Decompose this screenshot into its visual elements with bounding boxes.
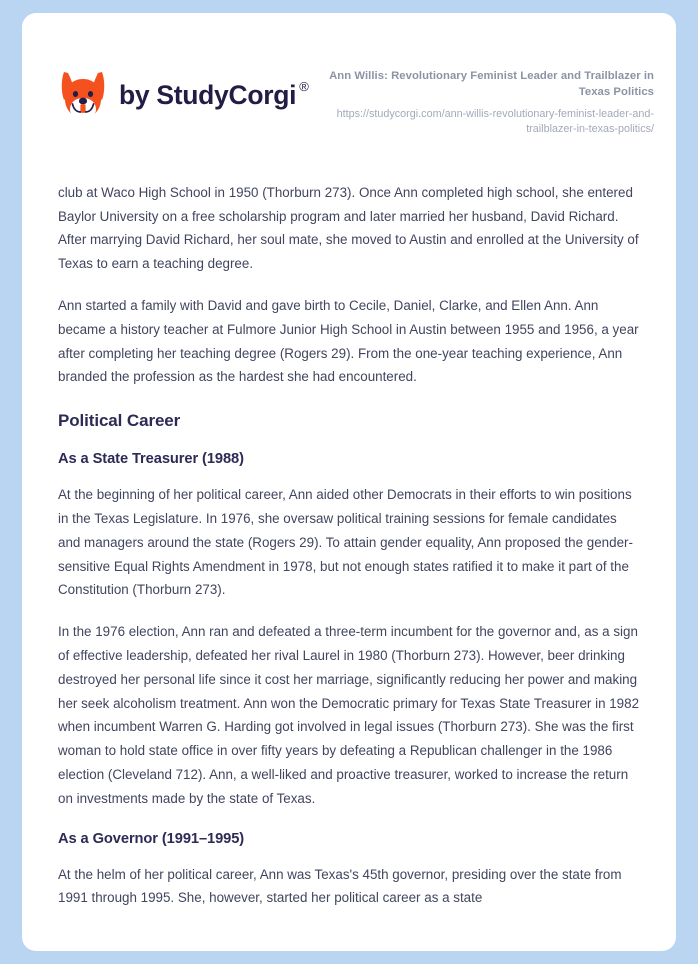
document-body xyxy=(22,181,676,910)
studycorgi-brand[interactable] xyxy=(60,61,308,120)
paragraph-governorship: At the helm of her political career, Ann was Texas's 45th governor, presiding over the state from 1991 through 1995. She, however, started her political career as a state xyxy=(58,866,622,906)
paragraph-elections: In the 1976 election, Ann ran and defeated a three-term incumbent for the governor and, as a sign of effective leadership, defeated her rival Laurel in 1980 (Thorburn 273). However, beer drinking destroyed her personal life since it cost her marriage, significantly reducing her power and making her seek alcoholism treatment. Ann won the Democratic primary for Texas State Treasurer in 1982 when incumbent Warren G. Harding got involved in legal issues (Thorburn 273). She was the first woman to hold state office in over fifty years by defeating a Republican challenger in the 1986 election (Cleveland 712). Ann, a well-liked and proactive treasurer, worked to increase the return on investments made by the state of Texas. xyxy=(58,624,640,806)
paragraph-early-political-career: At the beginning of her political career, Ann aided other Democrats in their efforts to win positions in the Texas Legislature. In 1976, she oversaw political training sessions for female candidates and managers around the state (Rogers 29). To attain gender equality, Ann proposed the gender-sensitive Equal Rights Amendment in 1978, but not enough states ratified it to make it part of the Constitution (Thorburn 273). xyxy=(58,487,633,598)
corgi-face-icon xyxy=(60,70,106,120)
document-title: Ann Willis: Revolutionary Feminist Leader and Trailblazer in Texas Politics xyxy=(329,70,654,98)
registered-trademark-icon: ® xyxy=(299,78,309,94)
document-page-card xyxy=(22,13,676,951)
heading-governor: As a Governor (1991–1995) xyxy=(58,830,245,847)
brand-wordmark-text: by StudyCorgi xyxy=(119,79,297,110)
paragraph-education: club at Waco High School in 1950 (Thorburn 273). Once Ann completed high school, she entered Baylor University on a free scholarship program and later married her husband, David Richard. After marrying David Richard, her soul mate, she moved to Austin and enrolled at the University of Texas to earn a teaching degree. xyxy=(58,184,639,272)
document-source-url[interactable]: https://studycorgi.com/ann-willis-revolutionary-feminist-leader-and-trailblazer-in-texas-politics/ xyxy=(336,108,654,136)
header-meta xyxy=(308,61,654,138)
document-header xyxy=(22,13,676,138)
brand-wordmark xyxy=(119,80,308,111)
heading-state-treasurer: As a State Treasurer (1988) xyxy=(58,451,244,468)
paragraph-family: Ann started a family with David and gave birth to Cecile, Daniel, Clarke, and Ellen Ann. Ann became a history teacher at Fulmore Junior High School in Austin between 1955 and 1956, a year after completing her teaching degree (Rogers 29). From the one-year teaching experience, Ann branded the profession as the hardest she had encountered. xyxy=(58,298,639,385)
heading-political-career: Political Career xyxy=(58,411,181,431)
